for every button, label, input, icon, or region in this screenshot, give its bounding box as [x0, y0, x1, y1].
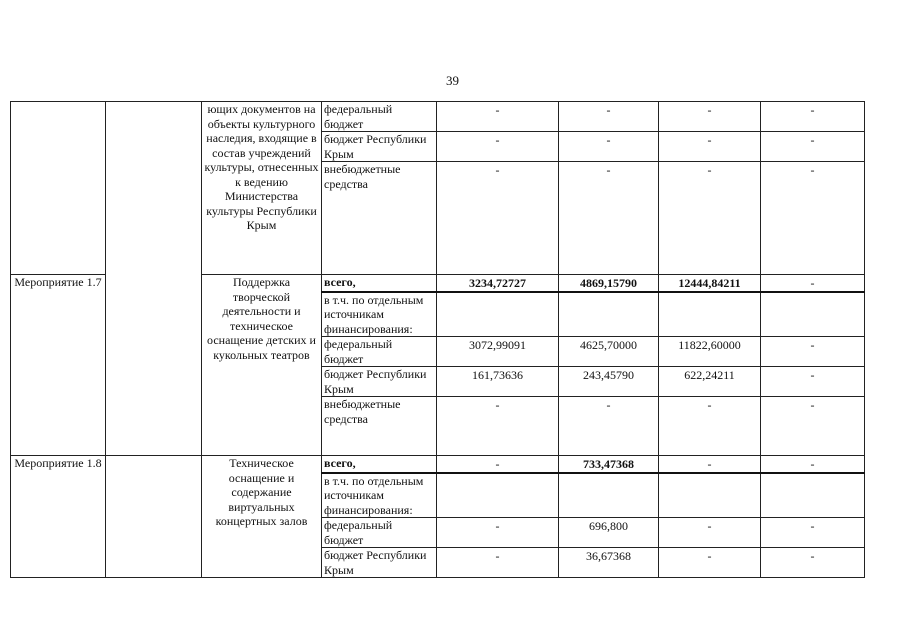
- value-cell: -: [761, 162, 865, 275]
- value-cell: 622,24211: [659, 367, 761, 397]
- table-row: [11, 102, 865, 132]
- executor-cell: [106, 456, 202, 578]
- value-cell: 696,800: [559, 518, 659, 548]
- value-cell: 4869,15790: [559, 275, 659, 292]
- financing-table: [10, 101, 865, 578]
- value-cell: -: [761, 548, 865, 578]
- value-cell: 3072,99091: [437, 337, 559, 367]
- event-name-cell: Поддержка творческой деятельности и техническое оснащение детских и кукольных театров: [202, 275, 322, 456]
- source-cell: федеральный бюджет: [322, 518, 437, 548]
- source-cell: внебюджетные средства: [322, 162, 437, 275]
- value-cell: -: [761, 397, 865, 456]
- value-cell: -: [437, 397, 559, 456]
- source-cell: федеральный бюджет: [322, 102, 437, 132]
- event-label-cell: [11, 102, 106, 275]
- value-cell: 12444,84211: [659, 275, 761, 292]
- value-cell: -: [437, 548, 559, 578]
- value-cell: 36,67368: [559, 548, 659, 578]
- value-cell: -: [659, 397, 761, 456]
- event-name-cell: Техническое оснащение и содержание виртуальных концертных залов: [202, 456, 322, 578]
- value-cell: -: [659, 518, 761, 548]
- value-cell: 243,45790: [559, 367, 659, 397]
- value-cell: -: [761, 367, 865, 397]
- value-cell: -: [761, 456, 865, 473]
- value-cell: -: [761, 337, 865, 367]
- value-cell: -: [437, 162, 559, 275]
- value-cell: -: [659, 162, 761, 275]
- value-cell: -: [559, 132, 659, 162]
- value-cell: -: [761, 518, 865, 548]
- value-cell: -: [761, 275, 865, 292]
- value-cell: -: [761, 102, 865, 132]
- value-cell: 4625,70000: [559, 337, 659, 367]
- value-cell: -: [559, 162, 659, 275]
- executor-cell: [106, 102, 202, 456]
- table-row: [11, 456, 865, 473]
- value-cell: -: [559, 397, 659, 456]
- source-cell: бюджет Республики Крым: [322, 367, 437, 397]
- value-cell: -: [437, 518, 559, 548]
- value-cell: -: [437, 456, 559, 473]
- source-cell: внебюджетные средства: [322, 397, 437, 456]
- value-cell: -: [437, 102, 559, 132]
- source-cell: в т.ч. по отдельным источникам финансирования:: [322, 292, 437, 337]
- source-cell: бюджет Республики Крым: [322, 548, 437, 578]
- source-cell: бюджет Республики Крым: [322, 132, 437, 162]
- value-cell: 161,73636: [437, 367, 559, 397]
- value-cell: -: [761, 132, 865, 162]
- value-cell: -: [659, 132, 761, 162]
- event-label-cell: Мероприятие 1.8: [11, 456, 106, 578]
- value-cell: 733,47368: [559, 456, 659, 473]
- value-cell: -: [659, 548, 761, 578]
- value-cell: -: [659, 102, 761, 132]
- source-cell: федеральный бюджет: [322, 337, 437, 367]
- value-cell: -: [659, 456, 761, 473]
- source-cell: всего,: [322, 456, 437, 473]
- value-cell: 11822,60000: [659, 337, 761, 367]
- value-cell: 3234,72727: [437, 275, 559, 292]
- source-cell: всего,: [322, 275, 437, 292]
- value-cell: -: [559, 102, 659, 132]
- event-label-cell: Мероприятие 1.7: [11, 275, 106, 456]
- source-cell: в т.ч. по отдельным источникам финансирования:: [322, 473, 437, 518]
- page-number: 39: [446, 73, 459, 88]
- event-name-cell: ющих документов на объекты культурного наследия, входящие в состав учреждений культуры, отнесенных к ведению Министерства культуры Республики Крым: [202, 102, 322, 275]
- value-cell: -: [437, 132, 559, 162]
